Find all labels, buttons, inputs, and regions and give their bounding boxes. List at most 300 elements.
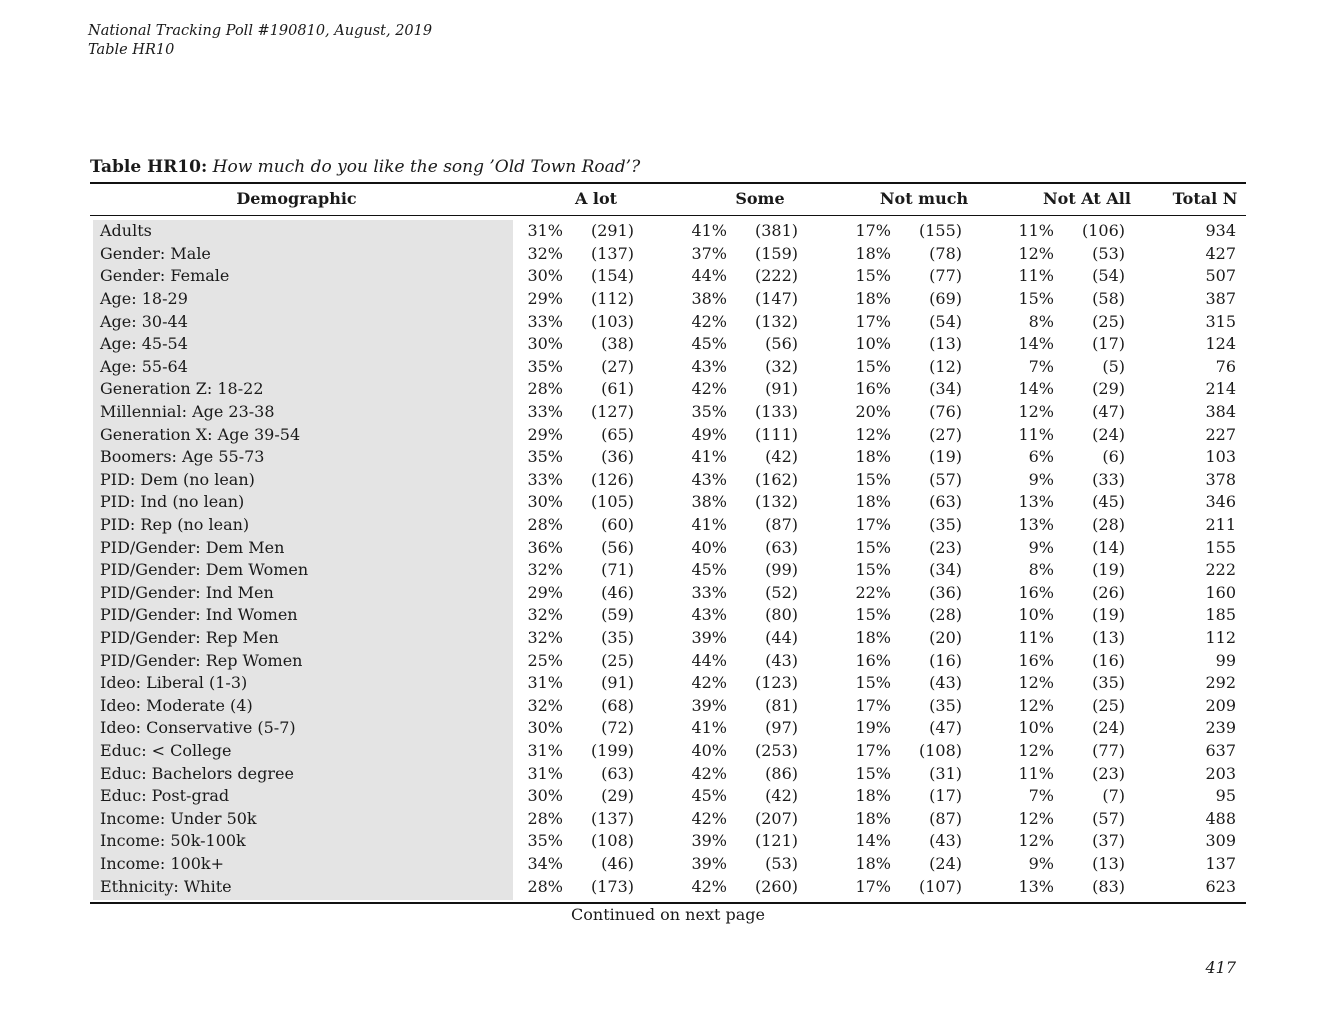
not-at-all-count: (24) bbox=[1092, 424, 1125, 444]
not-at-all-count: (53) bbox=[1092, 243, 1125, 263]
demographic-label: PID: Ind (no lean) bbox=[100, 492, 245, 512]
total-n: 488 bbox=[1205, 808, 1236, 828]
demographic-label: Boomers: Age 55-73 bbox=[100, 447, 265, 467]
not-much-pct: 15% bbox=[855, 469, 891, 489]
a-lot-count: (61) bbox=[601, 379, 634, 399]
some-count: (121) bbox=[754, 831, 798, 851]
total-n: 112 bbox=[1205, 627, 1236, 647]
some-count: (86) bbox=[765, 763, 798, 783]
a-lot-count: (71) bbox=[601, 560, 634, 580]
not-at-all-count: (19) bbox=[1092, 560, 1125, 580]
demographic-label: PID/Gender: Rep Women bbox=[100, 650, 303, 670]
not-at-all-pct: 11% bbox=[1018, 627, 1054, 647]
not-much-pct: 17% bbox=[855, 740, 891, 760]
a-lot-pct: 32% bbox=[527, 560, 563, 580]
not-much-count: (57) bbox=[929, 469, 962, 489]
not-much-count: (54) bbox=[929, 311, 962, 331]
not-at-all-pct: 7% bbox=[1028, 356, 1054, 376]
demographic-label: Ideo: Conservative (5-7) bbox=[100, 718, 296, 738]
a-lot-pct: 30% bbox=[527, 266, 563, 286]
some-count: (253) bbox=[754, 740, 798, 760]
not-much-count: (63) bbox=[929, 492, 962, 512]
not-at-all-pct: 12% bbox=[1018, 243, 1054, 263]
not-much-pct: 20% bbox=[855, 402, 891, 422]
table-row bbox=[90, 288, 1246, 311]
not-much-pct: 18% bbox=[855, 808, 891, 828]
demographic-label: Income: 50k-100k bbox=[100, 831, 246, 851]
some-count: (42) bbox=[765, 786, 798, 806]
continued-note: Continued on next page bbox=[571, 905, 765, 924]
some-count: (222) bbox=[754, 266, 798, 286]
not-much-count: (34) bbox=[929, 379, 962, 399]
total-n: 185 bbox=[1205, 605, 1236, 625]
not-much-count: (23) bbox=[929, 537, 962, 557]
not-at-all-pct: 16% bbox=[1018, 582, 1054, 602]
not-at-all-count: (23) bbox=[1092, 763, 1125, 783]
table-row bbox=[90, 672, 1246, 695]
some-pct: 41% bbox=[691, 718, 727, 738]
demographic-label: Millennial: Age 23-38 bbox=[100, 402, 275, 422]
caption-question: How much do you like the song ’Old Town Road’? bbox=[212, 157, 641, 177]
not-much-count: (17) bbox=[929, 786, 962, 806]
some-pct: 35% bbox=[691, 402, 727, 422]
not-much-count: (78) bbox=[929, 243, 962, 263]
bottom-rule bbox=[90, 902, 1246, 904]
not-much-pct: 18% bbox=[855, 447, 891, 467]
some-count: (42) bbox=[765, 447, 798, 467]
not-at-all-pct: 15% bbox=[1018, 289, 1054, 309]
total-n: 315 bbox=[1205, 311, 1236, 331]
some-pct: 38% bbox=[691, 492, 727, 512]
not-at-all-count: (83) bbox=[1092, 876, 1125, 896]
a-lot-pct: 35% bbox=[527, 447, 563, 467]
a-lot-pct: 29% bbox=[527, 424, 563, 444]
some-count: (99) bbox=[765, 560, 798, 580]
some-count: (133) bbox=[754, 402, 798, 422]
table-row bbox=[90, 853, 1246, 876]
a-lot-count: (173) bbox=[590, 876, 634, 896]
a-lot-count: (29) bbox=[601, 786, 634, 806]
caption-label: Table HR10: bbox=[90, 157, 208, 177]
not-at-all-pct: 11% bbox=[1018, 424, 1054, 444]
some-count: (381) bbox=[754, 221, 798, 241]
a-lot-pct: 31% bbox=[527, 740, 563, 760]
not-much-pct: 17% bbox=[855, 515, 891, 535]
a-lot-pct: 31% bbox=[527, 221, 563, 241]
not-at-all-pct: 12% bbox=[1018, 402, 1054, 422]
not-much-count: (31) bbox=[929, 763, 962, 783]
a-lot-pct: 30% bbox=[527, 492, 563, 512]
not-at-all-pct: 8% bbox=[1028, 560, 1054, 580]
total-n: 137 bbox=[1205, 853, 1236, 873]
table-row bbox=[90, 423, 1246, 446]
a-lot-count: (36) bbox=[601, 447, 634, 467]
a-lot-pct: 30% bbox=[527, 718, 563, 738]
a-lot-pct: 34% bbox=[527, 853, 563, 873]
total-n: 203 bbox=[1205, 763, 1236, 783]
demographic-label: Educ: Bachelors degree bbox=[100, 763, 294, 783]
table-row bbox=[90, 491, 1246, 514]
not-much-pct: 14% bbox=[855, 831, 891, 851]
some-pct: 40% bbox=[691, 537, 727, 557]
a-lot-count: (108) bbox=[590, 831, 634, 851]
not-at-all-pct: 12% bbox=[1018, 695, 1054, 715]
not-much-count: (16) bbox=[929, 650, 962, 670]
a-lot-pct: 25% bbox=[527, 650, 563, 670]
some-count: (91) bbox=[765, 379, 798, 399]
a-lot-count: (35) bbox=[601, 627, 634, 647]
total-n: 222 bbox=[1205, 560, 1236, 580]
not-at-all-pct: 9% bbox=[1028, 537, 1054, 557]
not-much-count: (87) bbox=[929, 808, 962, 828]
demographic-label: Income: Under 50k bbox=[100, 808, 257, 828]
not-at-all-count: (25) bbox=[1092, 311, 1125, 331]
total-n: 239 bbox=[1205, 718, 1236, 738]
not-at-all-count: (58) bbox=[1092, 289, 1125, 309]
table-row bbox=[90, 243, 1246, 266]
total-n: 211 bbox=[1205, 515, 1236, 535]
a-lot-count: (46) bbox=[601, 582, 634, 602]
a-lot-count: (46) bbox=[601, 853, 634, 873]
not-at-all-count: (54) bbox=[1092, 266, 1125, 286]
table-row bbox=[90, 740, 1246, 763]
not-at-all-pct: 11% bbox=[1018, 221, 1054, 241]
a-lot-count: (91) bbox=[601, 673, 634, 693]
some-pct: 39% bbox=[691, 695, 727, 715]
table-row bbox=[90, 469, 1246, 492]
a-lot-pct: 30% bbox=[527, 786, 563, 806]
not-at-all-pct: 11% bbox=[1018, 266, 1054, 286]
demographic-label: Gender: Male bbox=[100, 243, 211, 263]
table-row bbox=[90, 401, 1246, 424]
some-pct: 45% bbox=[691, 560, 727, 580]
a-lot-count: (72) bbox=[601, 718, 634, 738]
top-rule bbox=[90, 182, 1246, 184]
not-at-all-pct: 16% bbox=[1018, 650, 1054, 670]
some-pct: 43% bbox=[691, 356, 727, 376]
not-at-all-count: (13) bbox=[1092, 627, 1125, 647]
not-much-pct: 15% bbox=[855, 266, 891, 286]
table-row bbox=[90, 559, 1246, 582]
some-pct: 45% bbox=[691, 334, 727, 354]
not-much-pct: 18% bbox=[855, 243, 891, 263]
demographic-label: Ideo: Liberal (1-3) bbox=[100, 673, 248, 693]
table-body bbox=[90, 220, 1246, 898]
some-count: (53) bbox=[765, 853, 798, 873]
some-pct: 44% bbox=[691, 266, 727, 286]
not-at-all-count: (106) bbox=[1081, 221, 1125, 241]
some-count: (81) bbox=[765, 695, 798, 715]
not-much-count: (43) bbox=[929, 673, 962, 693]
table-caption bbox=[90, 157, 640, 177]
a-lot-count: (137) bbox=[590, 243, 634, 263]
not-much-pct: 16% bbox=[855, 650, 891, 670]
total-n: 160 bbox=[1205, 582, 1236, 602]
total-n: 346 bbox=[1205, 492, 1236, 512]
not-much-count: (27) bbox=[929, 424, 962, 444]
page-number: 417 bbox=[1205, 958, 1236, 977]
demographic-label: PID: Dem (no lean) bbox=[100, 469, 255, 489]
total-n: 623 bbox=[1205, 876, 1236, 896]
not-much-pct: 15% bbox=[855, 605, 891, 625]
not-at-all-pct: 13% bbox=[1018, 876, 1054, 896]
not-much-pct: 18% bbox=[855, 853, 891, 873]
some-count: (32) bbox=[765, 356, 798, 376]
demographic-label: Age: 30-44 bbox=[100, 311, 188, 331]
demographic-label: PID/Gender: Dem Women bbox=[100, 560, 309, 580]
demographic-label: Ethnicity: White bbox=[100, 876, 232, 896]
not-at-all-pct: 14% bbox=[1018, 334, 1054, 354]
demographic-label: Age: 55-64 bbox=[100, 356, 188, 376]
col-header-not-at-all: Not At All bbox=[1043, 189, 1131, 208]
not-at-all-count: (13) bbox=[1092, 853, 1125, 873]
poll-title: National Tracking Poll #190810, August, 2019 bbox=[88, 23, 433, 39]
demographic-label: Age: 45-54 bbox=[100, 334, 188, 354]
some-pct: 42% bbox=[691, 763, 727, 783]
header-rule bbox=[90, 215, 1246, 216]
not-at-all-count: (16) bbox=[1092, 650, 1125, 670]
total-n: 76 bbox=[1215, 356, 1236, 376]
not-much-pct: 15% bbox=[855, 537, 891, 557]
some-count: (44) bbox=[765, 627, 798, 647]
a-lot-pct: 35% bbox=[527, 831, 563, 851]
not-at-all-count: (6) bbox=[1102, 447, 1125, 467]
not-at-all-count: (37) bbox=[1092, 831, 1125, 851]
table-row bbox=[90, 717, 1246, 740]
not-at-all-pct: 10% bbox=[1018, 718, 1054, 738]
not-much-count: (155) bbox=[918, 221, 962, 241]
table-row bbox=[90, 875, 1246, 898]
a-lot-count: (127) bbox=[590, 402, 634, 422]
some-pct: 41% bbox=[691, 515, 727, 535]
not-at-all-count: (29) bbox=[1092, 379, 1125, 399]
a-lot-pct: 32% bbox=[527, 605, 563, 625]
not-much-count: (28) bbox=[929, 605, 962, 625]
some-pct: 39% bbox=[691, 627, 727, 647]
total-n: 378 bbox=[1205, 469, 1236, 489]
total-n: 214 bbox=[1205, 379, 1236, 399]
a-lot-count: (112) bbox=[590, 289, 634, 309]
some-count: (63) bbox=[765, 537, 798, 557]
a-lot-count: (63) bbox=[601, 763, 634, 783]
some-count: (87) bbox=[765, 515, 798, 535]
some-count: (56) bbox=[765, 334, 798, 354]
table-row bbox=[90, 627, 1246, 650]
table-row bbox=[90, 446, 1246, 469]
a-lot-count: (137) bbox=[590, 808, 634, 828]
not-at-all-pct: 12% bbox=[1018, 808, 1054, 828]
results-table bbox=[90, 220, 1246, 898]
some-pct: 43% bbox=[691, 605, 727, 625]
not-much-pct: 18% bbox=[855, 289, 891, 309]
not-at-all-pct: 6% bbox=[1028, 447, 1054, 467]
not-much-count: (24) bbox=[929, 853, 962, 873]
not-much-pct: 15% bbox=[855, 560, 891, 580]
not-much-pct: 12% bbox=[855, 424, 891, 444]
a-lot-pct: 28% bbox=[527, 379, 563, 399]
demographic-label: Generation Z: 18-22 bbox=[100, 379, 264, 399]
not-much-pct: 17% bbox=[855, 221, 891, 241]
not-at-all-count: (5) bbox=[1102, 356, 1125, 376]
table-row bbox=[90, 514, 1246, 537]
total-n: 155 bbox=[1205, 537, 1236, 557]
not-at-all-count: (25) bbox=[1092, 695, 1125, 715]
a-lot-pct: 32% bbox=[527, 243, 563, 263]
table-row bbox=[90, 604, 1246, 627]
a-lot-pct: 31% bbox=[527, 673, 563, 693]
col-header-some: Some bbox=[735, 189, 785, 208]
a-lot-count: (27) bbox=[601, 356, 634, 376]
some-count: (52) bbox=[765, 582, 798, 602]
total-n: 99 bbox=[1215, 650, 1236, 670]
table-row bbox=[90, 333, 1246, 356]
table-id: Table HR10 bbox=[88, 42, 175, 58]
a-lot-count: (65) bbox=[601, 424, 634, 444]
some-count: (43) bbox=[765, 650, 798, 670]
demographic-label: Educ: < College bbox=[100, 740, 232, 760]
table-row bbox=[90, 830, 1246, 853]
a-lot-pct: 36% bbox=[527, 537, 563, 557]
some-pct: 42% bbox=[691, 808, 727, 828]
a-lot-pct: 33% bbox=[527, 469, 563, 489]
not-much-count: (107) bbox=[918, 876, 962, 896]
some-pct: 41% bbox=[691, 447, 727, 467]
a-lot-pct: 35% bbox=[527, 356, 563, 376]
some-pct: 39% bbox=[691, 831, 727, 851]
a-lot-pct: 32% bbox=[527, 695, 563, 715]
some-pct: 37% bbox=[691, 243, 727, 263]
total-n: 384 bbox=[1205, 402, 1236, 422]
some-pct: 41% bbox=[691, 221, 727, 241]
not-much-pct: 17% bbox=[855, 311, 891, 331]
some-count: (162) bbox=[754, 469, 798, 489]
not-much-pct: 15% bbox=[855, 356, 891, 376]
some-pct: 39% bbox=[691, 853, 727, 873]
some-count: (159) bbox=[754, 243, 798, 263]
not-much-count: (12) bbox=[929, 356, 962, 376]
not-at-all-count: (45) bbox=[1092, 492, 1125, 512]
some-pct: 42% bbox=[691, 673, 727, 693]
some-pct: 38% bbox=[691, 289, 727, 309]
total-n: 387 bbox=[1205, 289, 1236, 309]
not-at-all-pct: 10% bbox=[1018, 605, 1054, 625]
not-at-all-pct: 9% bbox=[1028, 469, 1054, 489]
demographic-label: PID/Gender: Ind Women bbox=[100, 605, 298, 625]
a-lot-count: (154) bbox=[590, 266, 634, 286]
not-at-all-pct: 12% bbox=[1018, 740, 1054, 760]
a-lot-pct: 28% bbox=[527, 876, 563, 896]
col-header-not-much: Not much bbox=[879, 189, 969, 208]
not-at-all-count: (17) bbox=[1092, 334, 1125, 354]
not-much-count: (77) bbox=[929, 266, 962, 286]
total-n: 507 bbox=[1205, 266, 1236, 286]
not-at-all-pct: 9% bbox=[1028, 853, 1054, 873]
not-much-count: (76) bbox=[929, 402, 962, 422]
a-lot-count: (56) bbox=[601, 537, 634, 557]
not-much-pct: 10% bbox=[855, 334, 891, 354]
table-row bbox=[90, 762, 1246, 785]
some-pct: 42% bbox=[691, 379, 727, 399]
a-lot-pct: 32% bbox=[527, 627, 563, 647]
not-much-pct: 17% bbox=[855, 695, 891, 715]
not-much-pct: 17% bbox=[855, 876, 891, 896]
some-count: (132) bbox=[754, 492, 798, 512]
a-lot-count: (291) bbox=[590, 221, 634, 241]
a-lot-count: (59) bbox=[601, 605, 634, 625]
total-n: 292 bbox=[1205, 673, 1236, 693]
some-pct: 49% bbox=[691, 424, 727, 444]
a-lot-count: (103) bbox=[590, 311, 634, 331]
some-pct: 42% bbox=[691, 311, 727, 331]
not-at-all-pct: 13% bbox=[1018, 515, 1054, 535]
not-at-all-pct: 11% bbox=[1018, 763, 1054, 783]
a-lot-count: (68) bbox=[601, 695, 634, 715]
not-much-pct: 18% bbox=[855, 627, 891, 647]
total-n: 103 bbox=[1205, 447, 1236, 467]
demographic-label: Age: 18-29 bbox=[100, 289, 188, 309]
table-row bbox=[90, 582, 1246, 605]
table-row bbox=[90, 649, 1246, 672]
not-much-count: (108) bbox=[918, 740, 962, 760]
some-pct: 42% bbox=[691, 876, 727, 896]
total-n: 95 bbox=[1215, 786, 1236, 806]
table-row bbox=[90, 265, 1246, 288]
not-much-count: (13) bbox=[929, 334, 962, 354]
a-lot-count: (38) bbox=[601, 334, 634, 354]
table-row bbox=[90, 807, 1246, 830]
some-count: (260) bbox=[754, 876, 798, 896]
not-at-all-count: (28) bbox=[1092, 515, 1125, 535]
not-at-all-count: (33) bbox=[1092, 469, 1125, 489]
total-n: 427 bbox=[1205, 243, 1236, 263]
total-n: 209 bbox=[1205, 695, 1236, 715]
a-lot-count: (105) bbox=[590, 492, 634, 512]
not-at-all-pct: 13% bbox=[1018, 492, 1054, 512]
a-lot-count: (60) bbox=[601, 515, 634, 535]
table-row bbox=[90, 378, 1246, 401]
a-lot-pct: 33% bbox=[527, 402, 563, 422]
not-at-all-pct: 14% bbox=[1018, 379, 1054, 399]
total-n: 227 bbox=[1205, 424, 1236, 444]
demographic-label: Income: 100k+ bbox=[100, 853, 224, 873]
not-much-count: (20) bbox=[929, 627, 962, 647]
not-much-count: (35) bbox=[929, 695, 962, 715]
not-at-all-pct: 12% bbox=[1018, 673, 1054, 693]
some-count: (207) bbox=[754, 808, 798, 828]
some-count: (123) bbox=[754, 673, 798, 693]
demographic-label: Generation X: Age 39-54 bbox=[100, 424, 301, 444]
total-n: 124 bbox=[1205, 334, 1236, 354]
demographic-label: PID/Gender: Rep Men bbox=[100, 627, 279, 647]
total-n: 637 bbox=[1205, 740, 1236, 760]
col-header-demographic: Demographic bbox=[236, 189, 357, 208]
a-lot-pct: 30% bbox=[527, 334, 563, 354]
not-much-count: (69) bbox=[929, 289, 962, 309]
some-count: (111) bbox=[754, 424, 798, 444]
total-n: 934 bbox=[1205, 221, 1236, 241]
not-much-pct: 16% bbox=[855, 379, 891, 399]
not-at-all-count: (19) bbox=[1092, 605, 1125, 625]
not-much-count: (47) bbox=[929, 718, 962, 738]
not-much-pct: 18% bbox=[855, 786, 891, 806]
demographic-label: Educ: Post-grad bbox=[100, 786, 230, 806]
not-at-all-count: (47) bbox=[1092, 402, 1125, 422]
some-pct: 45% bbox=[691, 786, 727, 806]
not-at-all-count: (77) bbox=[1092, 740, 1125, 760]
some-pct: 33% bbox=[691, 582, 727, 602]
not-much-count: (36) bbox=[929, 582, 962, 602]
some-count: (132) bbox=[754, 311, 798, 331]
